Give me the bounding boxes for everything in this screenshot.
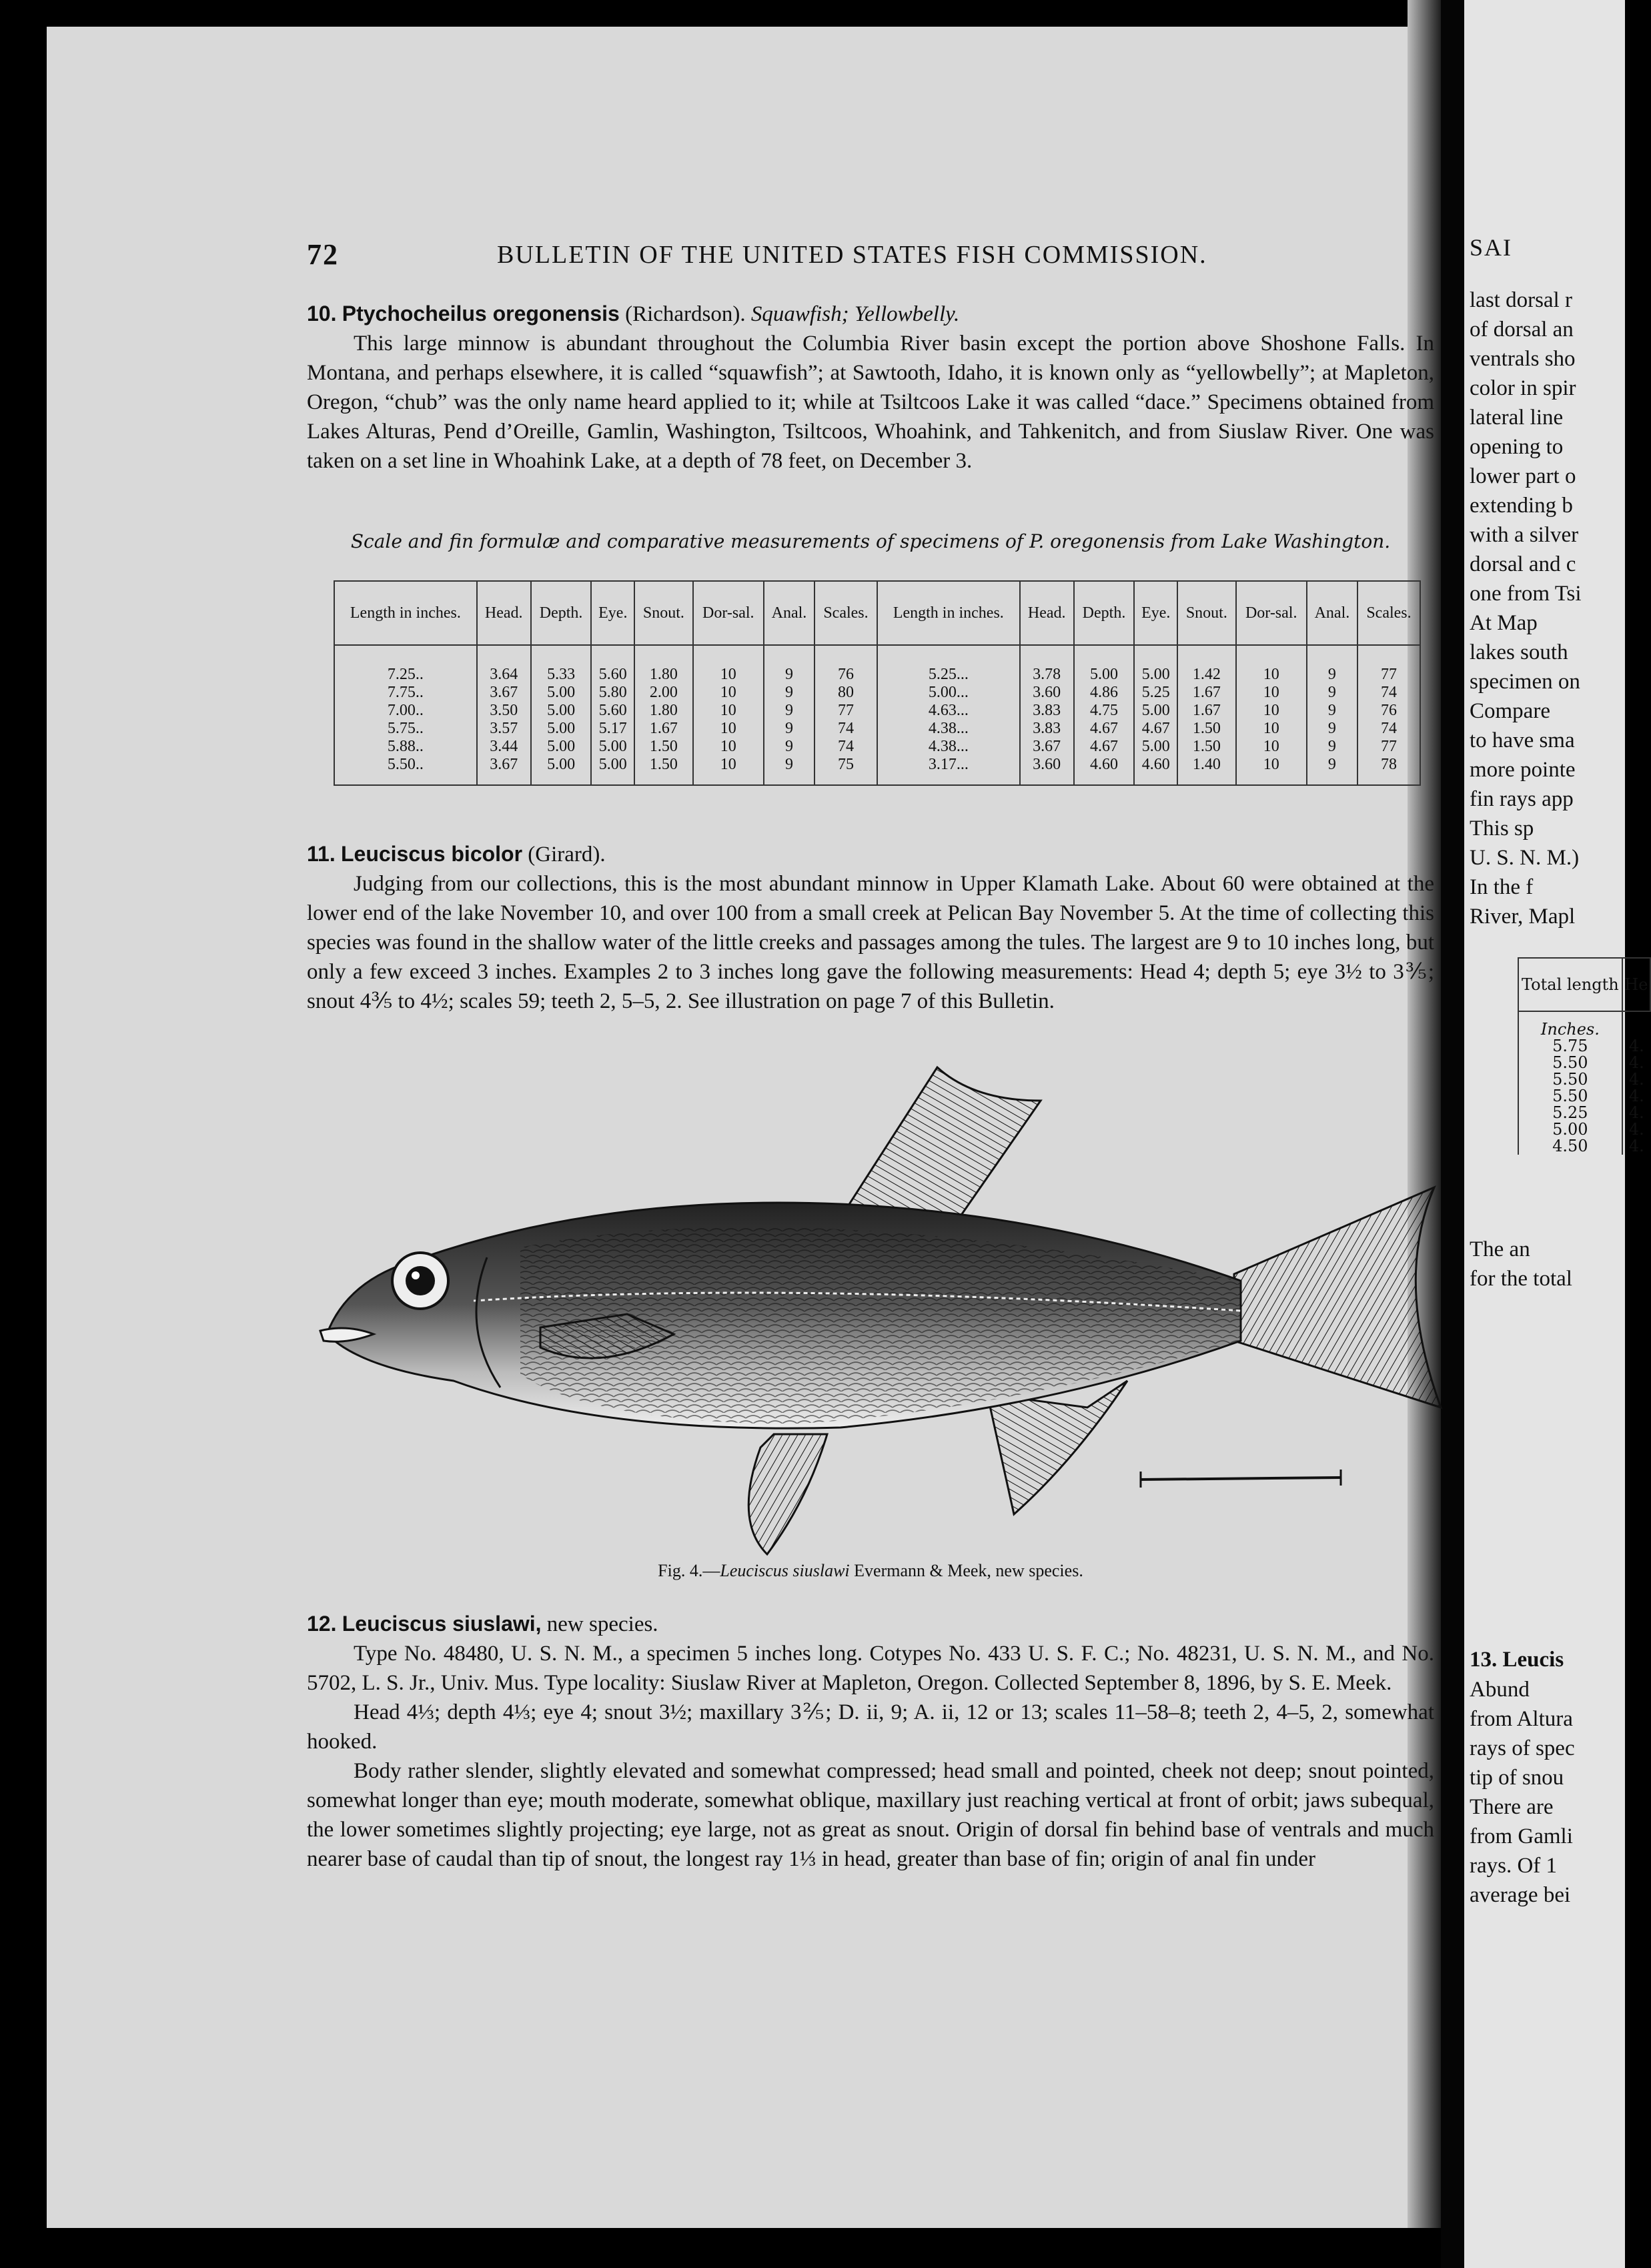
table-cell: 5.00 (591, 756, 634, 785)
page-number: 72 (307, 238, 339, 271)
table-cell: 3.64 (477, 645, 531, 684)
right-page-line: fin rays app (1470, 787, 1574, 811)
table-cell: 4.67 (1074, 738, 1135, 756)
right-page-line: tip of snou (1470, 1766, 1564, 1790)
species-name: Leuciscus bicolor (340, 842, 523, 866)
right-page-line: specimen on (1470, 670, 1580, 694)
right-page-line: U. S. N. M.) (1470, 846, 1580, 870)
species-author: (Richardson). (625, 302, 746, 326)
table-cell: 5.00 (531, 720, 592, 738)
section-12-measurements: Head 4⅓; depth 4⅓; eye 4; snout 3½; maxillary 3⅖; D. ii, 9; A. ii, 12 or 13; scales 11–58–8; teeth 2, 4–5, 2, somewhat hooked. (307, 1700, 1434, 1754)
table-cell: 10 (693, 684, 764, 702)
pupil (406, 1266, 435, 1295)
table-cell: 9 (1307, 720, 1357, 738)
table-header: Length in inches. (334, 581, 477, 645)
right-table-unit: Inches. (1518, 1011, 1622, 1038)
right-page-line: for the total (1470, 1267, 1572, 1291)
right-page-line: dorsal and c (1470, 552, 1576, 576)
section-12-description: Body rather slender, slightly elevated and somewhat compressed; head small and pointed, cheek not deep; snout pointed, somewhat longer than eye; mouth moderate, somewhat oblique, maxillary just reaching vertical at front of orbit; jaws subequal, the lower sometimes slightly projecting; eye large, not as great as snout. Origin of dorsal fin behind base of ventrals and much nearer base of caudal than tip of snout, the longest ray 1⅓ in head, greater than base of fin; origin of anal fin under (307, 1759, 1434, 1871)
section-11-body: Judging from our collections, this is the most abundant minnow in Upper Klamath Lake. About 60 were obtained at the lower end of the lake November 10, and over 100 from a small creek at Pelican Bay November 5. At the time of collecting this species was found in the shallow water of the little creeks and passages among the tules. The largest are 9 to 10 inches long, but only a few exceed 3 inches. Examples 2 to 3 inches long gave the following measurements: Head 4; depth 5; eye 3½ to 3⅗; snout 4⅗ to 4½; scales 59; teeth 2, 5–5, 2. See illustration on page 7 of this Bulletin. (307, 872, 1434, 1013)
right-table-cell: 4. (1622, 1088, 1650, 1105)
right-table-cell: 4. (1622, 1038, 1650, 1055)
table-cell: 1.67 (634, 720, 692, 738)
table-header: Anal. (1307, 581, 1357, 645)
table-cell: 9 (1307, 756, 1357, 785)
right-table-cell: 4. (1622, 1138, 1650, 1155)
table-row (334, 738, 1420, 756)
ventral-fin (748, 1434, 827, 1554)
section-12 (307, 1609, 1434, 1874)
right-section-13-heading: 13. Leucis (1470, 1648, 1564, 1672)
table-cell: 76 (1357, 702, 1420, 720)
right-page-line: from Altura (1470, 1707, 1573, 1731)
table-header: Scales. (1357, 581, 1420, 645)
table-cell: 10 (1236, 645, 1307, 684)
table-cell: 5.00 (591, 738, 634, 756)
table-cell: 9 (1307, 684, 1357, 702)
table-cell: 5.60 (591, 702, 634, 720)
table-cell: 10 (1236, 684, 1307, 702)
table-cell: 5.00 (1134, 702, 1177, 720)
table-row (334, 756, 1420, 785)
table-cell: 5.88.. (334, 738, 477, 756)
table-cell: 5.00 (531, 702, 592, 720)
table-cell: 78 (1357, 756, 1420, 785)
right-table-row (1518, 1038, 1650, 1055)
table-cell: 74 (814, 720, 877, 738)
table-cell: 3.44 (477, 738, 531, 756)
right-page-line: lakes south (1470, 640, 1568, 664)
table-row (334, 702, 1420, 720)
table-cell: 5.50.. (334, 756, 477, 785)
table-cell: 3.83 (1020, 702, 1074, 720)
right-table (1518, 957, 1651, 1155)
common-names: Squawfish; Yellowbelly. (750, 302, 960, 326)
right-page-line: color in spir (1470, 376, 1576, 400)
running-head-title: BULLETIN OF THE UNITED STATES FISH COMMISSION. (497, 241, 1207, 269)
table-cell: 9 (1307, 738, 1357, 756)
table-cell: 5.00 (1134, 645, 1177, 684)
table-cell: 3.60 (1020, 684, 1074, 702)
right-page-line: average bei (1470, 1883, 1571, 1907)
right-page-line: rays of spec (1470, 1736, 1575, 1760)
right-page-line: Abund (1470, 1678, 1530, 1702)
table-cell: 3.78 (1020, 645, 1074, 684)
right-page-line: from Gamli (1470, 1824, 1573, 1848)
right-table-row (1518, 1105, 1650, 1121)
table-cell: 4.38... (877, 720, 1020, 738)
table-cell: 5.25 (1134, 684, 1177, 702)
table-cell: 7.25.. (334, 645, 477, 684)
right-page-line: last dorsal r (1470, 288, 1572, 312)
right-table-cell: 5.50 (1518, 1088, 1622, 1105)
section-number: 11. (307, 842, 336, 866)
right-table-cell: 5.00 (1518, 1121, 1622, 1138)
right-table-row (1518, 1138, 1650, 1155)
table-cell: 10 (693, 738, 764, 756)
right-page-line: lateral line (1470, 406, 1564, 430)
caudal-fin (1234, 1187, 1441, 1407)
table-cell: 74 (1357, 720, 1420, 738)
right-table-cell: 4. (1622, 1055, 1650, 1071)
table-cell: 1.50 (634, 738, 692, 756)
right-page-line: to have sma (1470, 728, 1575, 752)
table-cell: 10 (1236, 738, 1307, 756)
table-cell: 1.50 (1177, 720, 1235, 738)
table-cell: 10 (1236, 720, 1307, 738)
table-cell: 4.60 (1134, 756, 1177, 785)
right-table-cell: 4.50 (1518, 1138, 1622, 1155)
table-header: Dor-sal. (1236, 581, 1307, 645)
table-cell: 9 (764, 684, 814, 702)
table-cell: 3.67 (477, 756, 531, 785)
table-cell: 4.67 (1074, 720, 1135, 738)
right-table-row (1518, 1055, 1650, 1071)
table-cell: 5.00 (1074, 645, 1135, 684)
table-cell: 10 (1236, 702, 1307, 720)
table-cell: 9 (764, 702, 814, 720)
table-cell: 1.80 (634, 645, 692, 684)
table-cell: 5.25... (877, 645, 1020, 684)
table-header: Eye. (1134, 581, 1177, 645)
section-12-type-info: Type No. 48480, U. S. N. M., a specimen 5 inches long. Cotypes No. 433 U. S. F. C.; No. 48231, U. S. N. M., and No. 5702, L. S. Jr., Univ. Mus. Type locality: Siuslaw River at Mapleton, Oregon. Collected September 8, 1896, by S. E. Meek. (307, 1642, 1434, 1695)
table-cell: 75 (814, 756, 877, 785)
right-page (1464, 0, 1648, 2268)
table-header: Scales. (814, 581, 877, 645)
table-cell: 4.67 (1134, 720, 1177, 738)
table-cell: 7.00.. (334, 702, 477, 720)
table-header: Length in inches. (877, 581, 1020, 645)
table-row (334, 645, 1420, 684)
table-header: Head. (1020, 581, 1074, 645)
table-cell: 5.00 (531, 738, 592, 756)
table-cell: 3.50 (477, 702, 531, 720)
table-cell: 1.50 (634, 756, 692, 785)
table-header: Depth. (1074, 581, 1135, 645)
table-cell: 4.60 (1074, 756, 1135, 785)
table-cell: 1.67 (1177, 684, 1235, 702)
table-cell: 10 (693, 720, 764, 738)
species-author: new species. (546, 1612, 658, 1636)
right-page-line: There are (1470, 1795, 1554, 1819)
species-author: (Girard). (528, 842, 606, 867)
right-table-row (1518, 1121, 1650, 1138)
right-table-cell: 5.50 (1518, 1055, 1622, 1071)
right-page-line: In the f (1470, 875, 1534, 899)
figure-caption-rest: Evermann & Meek, new species. (849, 1561, 1083, 1580)
right-table-cell: 5.75 (1518, 1038, 1622, 1055)
book-spine (1441, 0, 1468, 2268)
table-cell: 10 (693, 702, 764, 720)
table-cell: 4.38... (877, 738, 1020, 756)
table-cell: 5.00... (877, 684, 1020, 702)
section-number: 10. (307, 302, 337, 326)
right-table-row (1518, 1071, 1650, 1088)
right-table-cell: 4. (1622, 1121, 1650, 1138)
right-page-line: Compare (1470, 699, 1550, 723)
section-11-heading (307, 839, 1434, 869)
table-cell: 2.00 (634, 684, 692, 702)
right-page-line: This sp (1470, 816, 1534, 840)
section-10-heading (307, 299, 1434, 329)
right-page-line: opening to (1470, 435, 1564, 459)
right-running-head: SAI (1470, 234, 1513, 261)
right-page-line: one from Tsi (1470, 582, 1582, 606)
table-cell: 3.67 (1020, 738, 1074, 756)
table-header: Depth. (531, 581, 592, 645)
right-page-line: extending b (1470, 494, 1573, 518)
table-cell: 5.75.. (334, 720, 477, 738)
table-cell: 10 (693, 756, 764, 785)
table-cell: 5.17 (591, 720, 634, 738)
section-number: 12. (307, 1612, 337, 1636)
table-cell: 9 (1307, 645, 1357, 684)
right-table-cell: 4. (1622, 1105, 1650, 1121)
table-cell: 4.63... (877, 702, 1020, 720)
right-table-header: Total length (1518, 958, 1622, 1011)
table-cell: 9 (764, 720, 814, 738)
table-cell: 3.17... (877, 756, 1020, 785)
right-page-line: lower part o (1470, 464, 1576, 488)
section-10 (307, 299, 1434, 476)
table-cell: 10 (693, 645, 764, 684)
section-12-heading (307, 1609, 1434, 1639)
right-table-cell: 5.50 (1518, 1071, 1622, 1088)
right-table-cell: 4. (1622, 1071, 1650, 1088)
scale-bar (1141, 1478, 1341, 1480)
table-cell: 1.40 (1177, 756, 1235, 785)
table-cell: 9 (1307, 702, 1357, 720)
table-cell: 9 (764, 756, 814, 785)
table-cell: 3.57 (477, 720, 531, 738)
species-name: Ptychocheilus oregonensis (342, 302, 620, 326)
table-cell: 9 (764, 738, 814, 756)
section-11 (307, 839, 1434, 1016)
right-page-line: At Map (1470, 611, 1538, 635)
table-cell: 4.75 (1074, 702, 1135, 720)
right-page-line: more pointe (1470, 758, 1576, 782)
right-table-header: He (1622, 958, 1650, 1011)
right-page-line: with a silver (1470, 523, 1579, 547)
table-cell: 3.67 (477, 684, 531, 702)
table-header: Snout. (1177, 581, 1235, 645)
table-cell: 77 (1357, 645, 1420, 684)
table-cell: 5.60 (591, 645, 634, 684)
table-cell: 5.00 (531, 684, 592, 702)
table-header: Snout. (634, 581, 692, 645)
table-cell: 76 (814, 645, 877, 684)
table-cell: 1.67 (1177, 702, 1235, 720)
table-cell: 1.50 (1177, 738, 1235, 756)
table-cell: 5.00 (531, 756, 592, 785)
figure-label: Fig. 4.— (658, 1561, 720, 1580)
table-cell: 77 (814, 702, 877, 720)
fish-illustration (320, 1061, 1441, 1568)
table-caption: Scale and fin formulæ and comparative measurements of specimens of P. oregonensis from Lake Washington. (350, 530, 1391, 552)
section-10-body: This large minnow is abundant throughout the Columbia River basin except the portion above Shoshone Falls. In Montana, and perhaps elsewhere, it is called “squawfish”; at Sawtooth, Idaho, it is known only as “yellowbelly”; at Mapleton, Oregon, “chub” was the only name heard applied to it; while at Tsiltcoos Lake it was called “dace.” Specimens obtained from Lakes Alturas, Pend d’Oreille, Gamlin, Washington, Tsiltcoos, Whoahink, and Tahkenitch, and from Siuslaw River. One was taken on a set line in Whoahink Lake, at a depth of 78 feet, on December 3. (307, 332, 1434, 473)
table-cell: 3.83 (1020, 720, 1074, 738)
table-cell: 74 (814, 738, 877, 756)
table-cell: 5.33 (531, 645, 592, 684)
right-page-line: ventrals sho (1470, 347, 1576, 371)
table-cell: 5.00 (1134, 738, 1177, 756)
right-page-line: rays. Of 1 (1470, 1854, 1558, 1878)
table-cell: 1.80 (634, 702, 692, 720)
right-page-line: The an (1470, 1237, 1530, 1261)
table-cell: 9 (764, 645, 814, 684)
table-row (334, 720, 1420, 738)
figure-species: Leuciscus siuslawi (720, 1561, 850, 1580)
table-cell: 1.42 (1177, 645, 1235, 684)
figure-caption (307, 1561, 1434, 1581)
right-page-line: River, Mapl (1470, 905, 1576, 929)
table-cell: 10 (1236, 756, 1307, 785)
table-cell: 4.86 (1074, 684, 1135, 702)
measurements-table (334, 580, 1421, 786)
table-cell: 3.60 (1020, 756, 1074, 785)
table-header: Head. (477, 581, 531, 645)
table-header: Eye. (591, 581, 634, 645)
table-header: Dor-sal. (693, 581, 764, 645)
table-cell: 5.80 (591, 684, 634, 702)
right-page-line: of dorsal an (1470, 318, 1574, 342)
table-cell: 77 (1357, 738, 1420, 756)
table-cell: 80 (814, 684, 877, 702)
dorsal-fin (847, 1067, 1041, 1221)
table-cell: 74 (1357, 684, 1420, 702)
table-row (334, 684, 1420, 702)
right-table-cell: 5.25 (1518, 1105, 1622, 1121)
species-name: Leuciscus siuslawi, (342, 1612, 542, 1636)
right-table-row (1518, 1088, 1650, 1105)
table-cell: 7.75.. (334, 684, 477, 702)
table-header: Anal. (764, 581, 814, 645)
